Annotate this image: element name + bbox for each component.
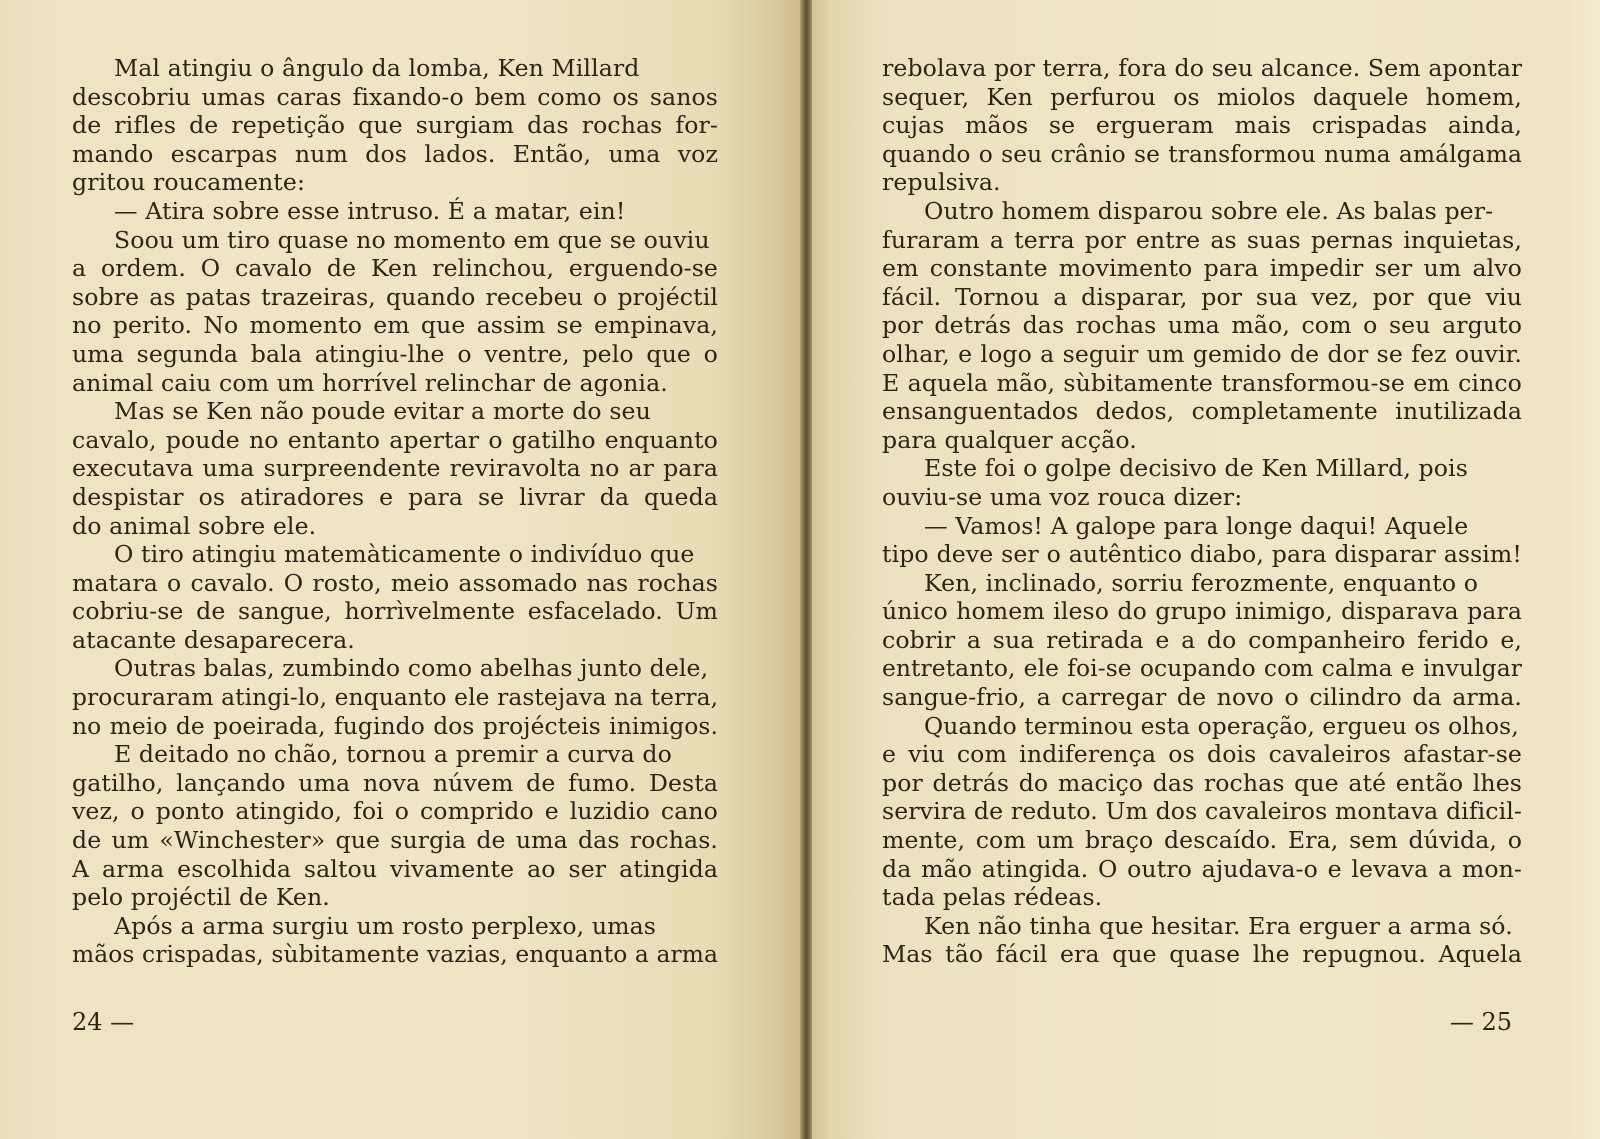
text-line: cujas mãos se ergueram mais crispadas ainda, <box>882 111 1522 140</box>
left-page-text <box>72 54 718 969</box>
text-line: mando escarpas num dos lados. Então, uma voz <box>72 139 718 168</box>
text-line: — Vamos! A galope para longe daqui! Aquele <box>924 511 1469 540</box>
text-line: de rifles de repetição que surgiam das rochas for- <box>72 111 718 140</box>
text-line: cobrir a sua retirada e a do companheiro ferido e, <box>882 625 1522 654</box>
text-line: E aquela mão, sùbitamente transformou-se em cinco <box>882 368 1522 397</box>
text-line: repulsiva. <box>882 168 1001 197</box>
text-line: Outro homem disparou sobre ele. As balas per- <box>924 196 1494 225</box>
text-line: da mão atingida. O outro ajudava-o e levava a mon- <box>882 854 1522 883</box>
text-line: vez, o ponto atingido, foi o comprido e luzidio cano <box>72 797 718 826</box>
text-line: matara o cavalo. O rosto, meio assomado nas rochas <box>72 568 718 597</box>
text-line: descobriu umas caras fixando-o bem como os sanos <box>72 82 718 111</box>
text-line: Após a arma surgiu um rosto perplexo, umas <box>114 911 656 940</box>
text-line: Mal atingiu o ângulo da lomba, Ken Millard <box>114 54 640 82</box>
text-line: no perito. No momento em que assim se empinava, <box>72 311 718 340</box>
book-spine <box>800 0 812 1139</box>
text-line: tipo deve ser o autêntico diabo, para disparar assim! <box>882 540 1522 569</box>
text-line: mãos crispadas, sùbitamente vazias, enquanto a arma <box>72 940 718 969</box>
text-line: uma segunda bala atingiu-lhe o ventre, pelo que o <box>72 339 718 368</box>
text-line: cobriu-se de sangue, horrìvelmente esfacelado. Um <box>72 597 718 626</box>
page-number-right: — 25 <box>1449 1008 1512 1036</box>
text-line: quando o seu crânio se transformou numa amálgama <box>882 139 1522 168</box>
text-line: a ordem. O cavalo de Ken relinchou, erguendo-se <box>72 254 718 283</box>
text-line: A arma escolhida saltou vivamente ao ser atingida <box>72 854 718 883</box>
text-line: executava uma surpreendente reviravolta no ar para <box>72 454 718 483</box>
text-line: do animal sobre ele. <box>72 511 317 540</box>
right-page <box>806 0 1600 1139</box>
text-line: procuraram atingi-lo, enquanto ele rastejava na terra, <box>72 683 718 712</box>
text-line: cavalo, poude no entanto apertar o gatilho enquanto <box>72 425 718 454</box>
text-line: no meio de poeirada, fugindo dos projécteis inimigos. <box>72 711 718 740</box>
text-line: Soou um tiro quase no momento em que se ouviu <box>114 225 710 254</box>
text-line: O tiro atingiu matemàticamente o indivíduo que <box>114 540 695 569</box>
text-line: gritou roucamente: <box>72 168 305 197</box>
text-line: tada pelas rédeas. <box>882 883 1103 912</box>
text-line: sequer, Ken perfurou os miolos daquele homem, <box>882 82 1522 111</box>
right-page-text <box>882 54 1522 969</box>
text-line: servira de reduto. Um dos cavaleiros montava dificil- <box>882 797 1522 826</box>
text-line: de um «Winchester» que surgia de uma das rochas. <box>72 826 718 855</box>
text-line: ensanguentados dedos, completamente inutilizada <box>882 397 1522 426</box>
text-line: Ken não tinha que hesitar. Era erguer a arma só. <box>924 911 1513 940</box>
text-line: em constante movimento para impedir ser um alvo <box>882 254 1522 283</box>
text-line: por detrás do maciço das rochas que até então lhes <box>882 768 1522 797</box>
text-line: atacante desaparecera. <box>72 625 355 654</box>
text-line: sobre as patas trazeiras, quando recebeu o projéctil <box>72 282 718 311</box>
text-line: entretanto, ele foi-se ocupando com calma e invulgar <box>882 654 1522 683</box>
text-line: Outras balas, zumbindo como abelhas junto dele, <box>114 654 709 683</box>
text-line: para qualquer acção. <box>882 425 1137 454</box>
text-line: e viu com indiferença os dois cavaleiros afastar-se <box>882 740 1522 769</box>
text-line: furaram a terra por entre as suas pernas inquietas, <box>882 225 1522 254</box>
text-line: despistar os atiradores e para se livrar da queda <box>72 482 718 511</box>
text-line: Este foi o golpe decisivo de Ken Millard, pois <box>924 454 1468 483</box>
text-line: sangue-frio, a carregar de novo o cilindro da arma. <box>882 683 1522 712</box>
text-line: Ken, inclinado, sorriu ferozmente, enquanto o <box>924 568 1479 597</box>
text-line: ouviu-se uma voz rouca dizer: <box>882 482 1243 511</box>
text-line: gatilho, lançando uma nova núvem de fumo. Desta <box>72 768 718 797</box>
text-line: Mas se Ken não poude evitar a morte do seu <box>114 397 651 426</box>
text-line: rebolava por terra, fora do seu alcance. Sem apontar <box>882 54 1522 82</box>
text-line: — Atira sobre esse intruso. É a matar, ein! <box>114 196 626 225</box>
text-line: único homem ileso do grupo inimigo, disparava para <box>882 597 1522 626</box>
text-line: E deitado no chão, tornou a premir a curva do <box>114 740 672 769</box>
text-line: animal caiu com um horrível relinchar de agonia. <box>72 368 668 397</box>
text-line: olhar, e logo a seguir um gemido de dor se fez ouvir. <box>882 339 1522 368</box>
text-line: Quando terminou esta operação, ergueu os olhos, <box>924 711 1519 740</box>
text-line: por detrás das rochas uma mão, com o seu arguto <box>882 311 1522 340</box>
page-number-left: 24 — <box>72 1008 135 1036</box>
text-line: fácil. Tornou a disparar, por sua vez, por que viu <box>882 282 1522 311</box>
text-line: pelo projéctil de Ken. <box>72 883 330 912</box>
text-line: mente, com um braço descaído. Era, sem dúvida, o <box>882 826 1522 855</box>
text-line: Mas tão fácil era que quase lhe repugnou. Aquela <box>882 940 1522 969</box>
